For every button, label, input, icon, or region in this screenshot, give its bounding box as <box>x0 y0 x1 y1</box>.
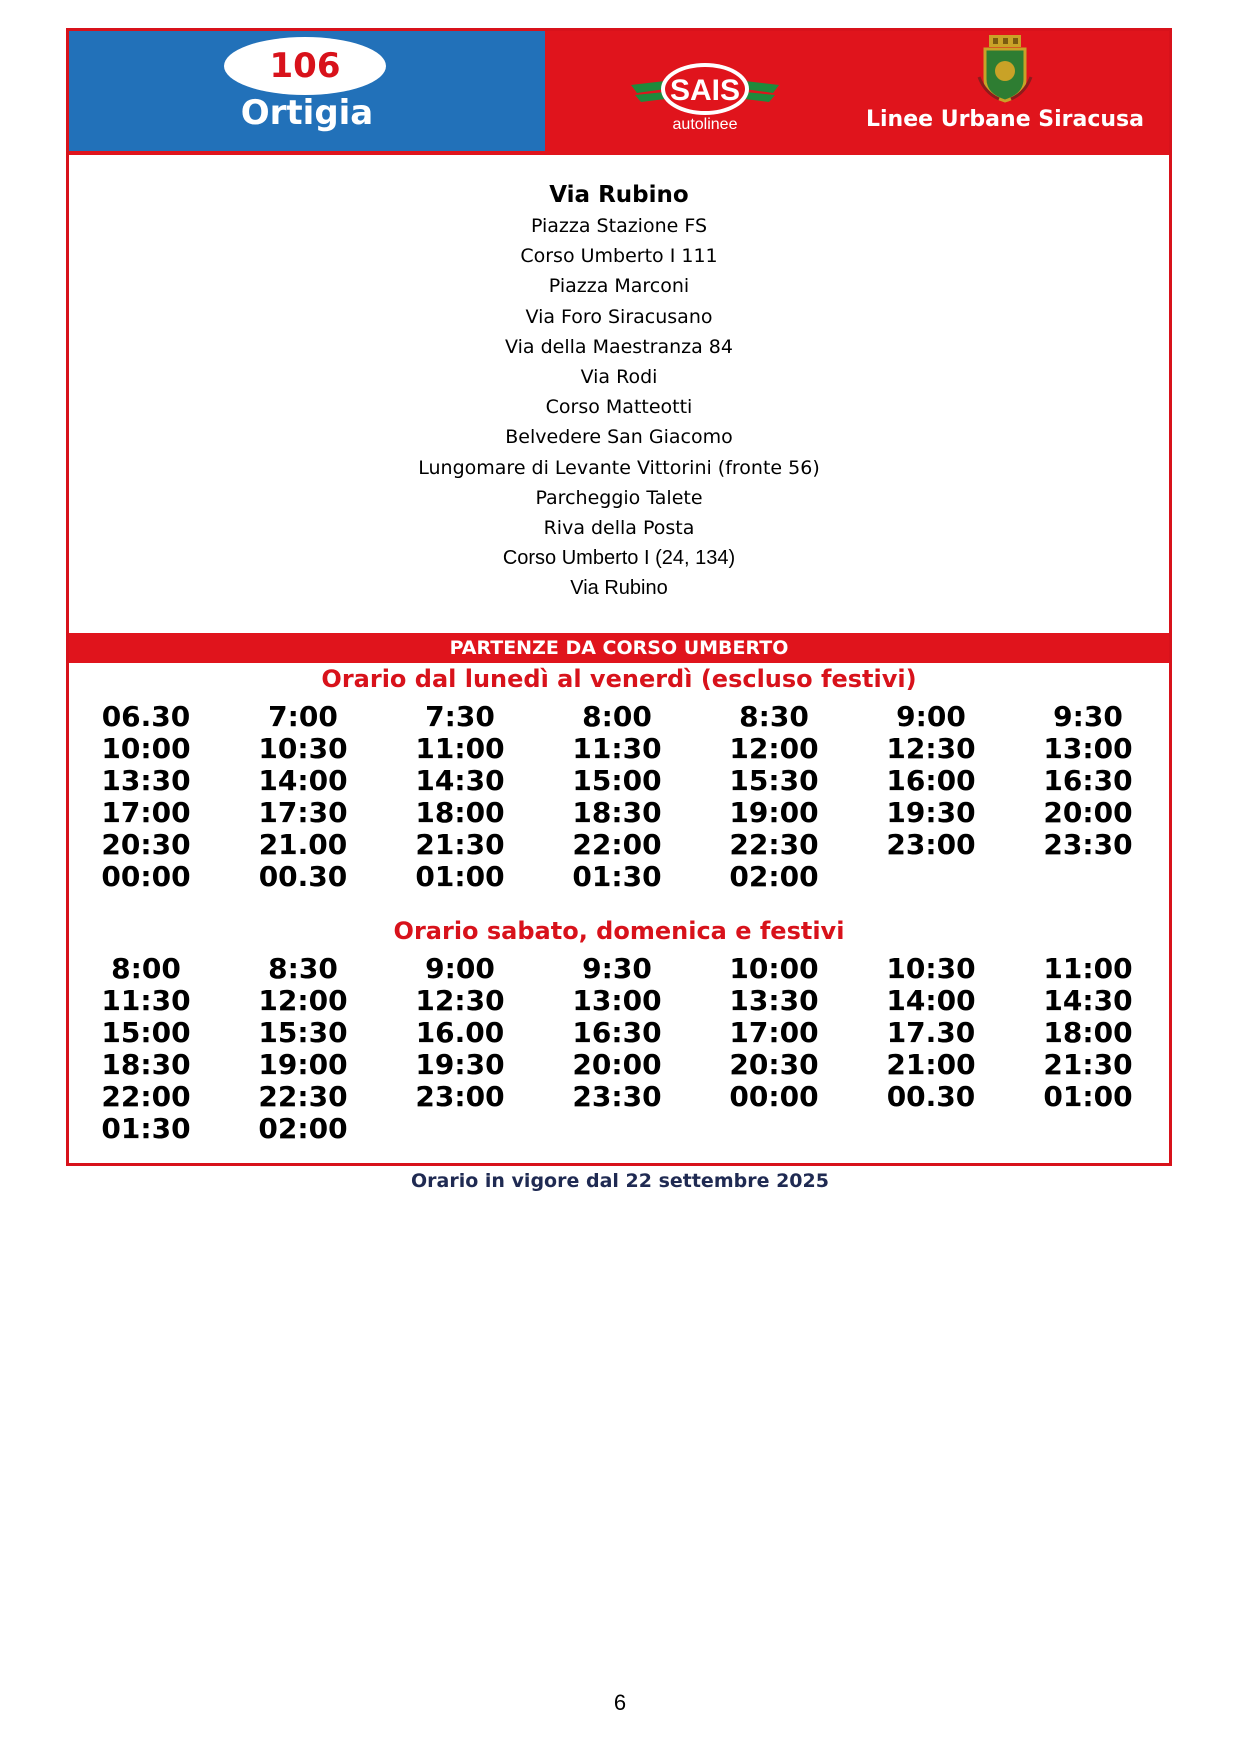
urban-lines-label: Linee Urbane Siracusa <box>866 107 1144 132</box>
time-row <box>69 733 1169 765</box>
departure-time: 16:30 <box>572 1016 662 1049</box>
departure-time: 01:30 <box>572 860 662 893</box>
route-number-badge <box>224 37 386 95</box>
time-row <box>69 1113 1169 1145</box>
timetable-frame <box>66 28 1172 1166</box>
departure-time: 10:30 <box>258 732 348 765</box>
departure-time: 15:00 <box>101 1016 191 1049</box>
departure-time: 18:30 <box>572 796 662 829</box>
departure-time: 23:00 <box>415 1080 505 1113</box>
time-row <box>69 1049 1169 1081</box>
departure-time: 11:00 <box>415 732 505 765</box>
departure-time: 20:30 <box>729 1048 819 1081</box>
stop-item: Via Rubino <box>570 577 668 600</box>
departure-time: 13:30 <box>729 984 819 1017</box>
weekday-times-grid <box>69 701 1169 893</box>
departure-time: 12:30 <box>886 732 976 765</box>
departure-time: 01:00 <box>1043 1080 1133 1113</box>
sais-logo-sub: autolinee <box>672 116 738 133</box>
departure-time: 00:00 <box>729 1080 819 1113</box>
time-row <box>69 861 1169 893</box>
departure-time: 01:00 <box>415 860 505 893</box>
stop-item: Lungomare di Levante Vittorini (fronte 56) <box>418 456 820 479</box>
departure-time: 21:30 <box>415 828 505 861</box>
departure-time: 10:00 <box>101 732 191 765</box>
departure-time: 00.30 <box>886 1080 976 1113</box>
weekday-schedule-title: Orario dal lunedì al venerdì (escluso festivi) <box>321 665 917 693</box>
departure-time: 16.00 <box>415 1016 505 1049</box>
departure-time: 9:00 <box>425 952 495 985</box>
departure-time: 18:00 <box>1043 1016 1133 1049</box>
departure-time: 10:30 <box>886 952 976 985</box>
time-row <box>69 701 1169 733</box>
departure-time: 11:30 <box>101 984 191 1017</box>
departure-time: 14:00 <box>886 984 976 1017</box>
departure-time: 7:30 <box>425 700 495 733</box>
departure-time: 13:00 <box>1043 732 1133 765</box>
departure-time: 20:00 <box>572 1048 662 1081</box>
page-number: 6 <box>613 1690 627 1715</box>
departure-time: 9:00 <box>896 700 966 733</box>
departure-time: 14:30 <box>1043 984 1133 1017</box>
departure-time: 15:30 <box>258 1016 348 1049</box>
departure-time: 01:30 <box>101 1112 191 1145</box>
time-row <box>69 765 1169 797</box>
departure-time: 8:00 <box>111 952 181 985</box>
stop-item: Parcheggio Talete <box>535 486 703 509</box>
time-row <box>69 1017 1169 1049</box>
departure-time: 23:30 <box>1043 828 1133 861</box>
departure-time: 12:30 <box>415 984 505 1017</box>
departure-time: 16:00 <box>886 764 976 797</box>
departure-time: 13:30 <box>101 764 191 797</box>
departure-time: 18:30 <box>101 1048 191 1081</box>
stop-list <box>69 179 1169 604</box>
stop-item: Corso Umberto I (24, 134) <box>502 547 736 570</box>
time-row <box>69 953 1169 985</box>
departure-time: 9:30 <box>582 952 652 985</box>
departure-time: 14:30 <box>415 764 505 797</box>
validity-note: Orario in vigore dal 22 settembre 2025 <box>411 1170 829 1192</box>
departure-time: 17:00 <box>101 796 191 829</box>
time-row <box>69 797 1169 829</box>
departure-time: 11:00 <box>1043 952 1133 985</box>
time-row <box>69 1081 1169 1113</box>
route-name: Ortigia <box>240 93 374 133</box>
departure-time: 02:00 <box>729 860 819 893</box>
departure-time: 17:30 <box>258 796 348 829</box>
departure-time: 21:30 <box>1043 1048 1133 1081</box>
departure-time: 9:30 <box>1053 700 1123 733</box>
departure-time: 10:00 <box>729 952 819 985</box>
stop-item: Riva della Posta <box>543 517 695 540</box>
stop-item: Via della Maestranza 84 <box>505 335 733 358</box>
sais-logo-text: SAIS <box>669 74 741 107</box>
departure-time: 8:30 <box>268 952 338 985</box>
departure-time: 20:30 <box>101 828 191 861</box>
departure-time: 19:30 <box>886 796 976 829</box>
weekend-times-grid <box>69 953 1169 1145</box>
departure-time: 7:00 <box>268 700 338 733</box>
departure-time: 02:00 <box>258 1112 348 1145</box>
departure-time: 16:30 <box>1043 764 1133 797</box>
city-crest-icon <box>975 33 1035 105</box>
time-row <box>69 829 1169 861</box>
stop-terminus: Via Rubino <box>549 182 689 208</box>
departure-time: 23:00 <box>886 828 976 861</box>
company-header <box>545 31 1169 151</box>
departure-time: 19:00 <box>729 796 819 829</box>
departure-time: 00:00 <box>101 860 191 893</box>
sais-logo <box>625 55 785 135</box>
departure-time: 12:00 <box>258 984 348 1017</box>
stop-item: Piazza Marconi <box>548 275 690 298</box>
departure-time: 22:00 <box>572 828 662 861</box>
departure-time: 8:30 <box>739 700 809 733</box>
route-header <box>69 31 545 151</box>
stop-item: Corso Umberto I 111 <box>520 245 718 268</box>
departure-time: 19:30 <box>415 1048 505 1081</box>
departure-time: 21:00 <box>886 1048 976 1081</box>
departure-time: 22:30 <box>729 828 819 861</box>
departure-time: 18:00 <box>415 796 505 829</box>
departure-time: 22:00 <box>101 1080 191 1113</box>
departure-time: 15:00 <box>572 764 662 797</box>
stop-item: Corso Matteotti <box>545 396 693 419</box>
stop-item: Via Foro Siracusano <box>525 305 713 328</box>
departure-time: 19:00 <box>258 1048 348 1081</box>
departure-time: 21.00 <box>258 828 348 861</box>
departure-time: 13:00 <box>572 984 662 1017</box>
departure-time: 11:30 <box>572 732 662 765</box>
departure-time: 12:00 <box>729 732 819 765</box>
departure-time: 15:30 <box>729 764 819 797</box>
departure-time: 00.30 <box>258 860 348 893</box>
departure-time: 17:00 <box>729 1016 819 1049</box>
weekend-schedule-title: Orario sabato, domenica e festivi <box>393 917 845 945</box>
departure-time: 8:00 <box>582 700 652 733</box>
departure-time: 20:00 <box>1043 796 1133 829</box>
departures-section-title: PARTENZE DA CORSO UMBERTO <box>69 633 1169 663</box>
stop-item: Via Rodi <box>580 366 658 389</box>
departure-time: 17.30 <box>886 1016 976 1049</box>
header-divider <box>69 151 1169 155</box>
time-row <box>69 985 1169 1017</box>
departure-time: 23:30 <box>572 1080 662 1113</box>
stop-item: Piazza Stazione FS <box>530 215 708 237</box>
departure-time: 06.30 <box>101 700 191 733</box>
departure-time: 14:00 <box>258 764 348 797</box>
departure-time: 22:30 <box>258 1080 348 1113</box>
route-number: 106 <box>269 46 341 86</box>
stop-item: Belvedere San Giacomo <box>505 426 733 449</box>
